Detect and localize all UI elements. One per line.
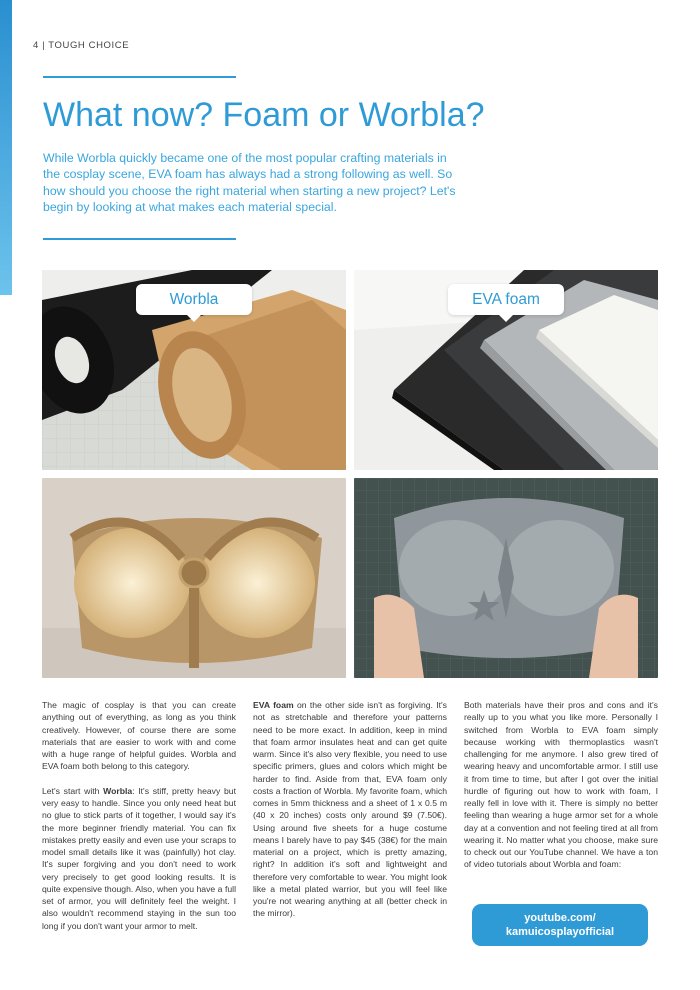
top-divider — [43, 76, 236, 78]
worbla-label-bubble: Worbla — [136, 284, 252, 315]
eva-foam-armor-photo — [354, 478, 658, 678]
page-number: 4 — [33, 40, 39, 51]
column1-paragraph1: The magic of cosplay is that you can create anything out of everything, as long as you think creatively. However, of course there are some materials that are easier to work with and come with a huge range of helpful guides. Worbla and EVA foam both belong to this category. — [42, 700, 236, 772]
youtube-channel-button[interactable] — [472, 904, 648, 946]
worbla-bold-term: Worbla — [103, 785, 133, 796]
page-title: What now? Foam or Worbla? — [43, 96, 485, 134]
eva-foam-sheets-photo — [354, 270, 658, 470]
worbla-rolls-photo — [42, 270, 346, 470]
eva-foam-bold-term: EVA foam — [253, 700, 294, 710]
paragraph-lead-in: Let's start with — [42, 785, 104, 796]
column3-paragraph: Both materials have their pros and cons and it's really up to you what you like more. Personally I switched from Worbla to EVA foam simply because working with thermoplastics wasn't challenging for me anymore. I also grew tired of wearing heavy and uncomfortable armor. I still use it from time to time, but after I got over the initial hurdle of figuring out how to work with foam, I really fell in love with it. There is simply no better feeling than wearing a huge armor set for a whole day at a convention and not feeling tired at all from wearing it. No matter what you choose, make sure to check out our YouTube channel. We have a ton of video tutorials about Worbla and foam: — [464, 700, 658, 870]
paragraph-body: : It's stiff, pretty heavy but very easy to handle. Since you only need heat but no glue to stick parts of it together, I would say it's the more beginner friendly material. You can fix mistakes pretty easily and even use your scraps to model small details like it was (painfully) hot clay. It's super forgiving and you don't need to work very precisely to get good looking results. It is quite expensive though. Also, when you have a full set of armor, you will definitely feel the weight. I also wouldn't recommend staying in the sun too long if you don't want your armor to melt. — [42, 785, 236, 931]
side-accent-stripe — [0, 0, 12, 295]
worbla-armor-photo — [42, 478, 346, 678]
bottom-divider — [43, 238, 236, 240]
intro-paragraph: While Worbla quickly became one of the most popular crafting materials in the cosplay scene, EVA foam has always had a strong following as well. So how should you choose the right material when starting a new project? Let's begin by looking at what makes each material special. — [43, 151, 456, 215]
text-column-3 — [464, 699, 658, 883]
text-column-2 — [253, 699, 447, 932]
youtube-url-line2: kamuicosplayofficial — [505, 926, 615, 938]
column1-paragraph2 — [42, 785, 236, 932]
text-column-1 — [42, 699, 236, 944]
youtube-url-line1: youtube.com/ — [524, 912, 596, 924]
eva-foam-label-bubble: EVA foam — [448, 284, 564, 315]
running-header: 4 | TOUGH CHOICE — [33, 40, 130, 51]
column2-paragraph — [253, 699, 447, 920]
paragraph-body: on the other side isn't as forgiving. It's not as stretchable and therefore your patterns need to be more exact. In addition, keep in mind that foam armor insulates heat and can get quite warm. Since it's also very flexible, you need to use specific primers, glues and colors which might be harder to find. Aside from that, EVA foam only costs a fraction of Worbla. My favorite foam, which comes in 5mm thickness and a sheet of 1 x 0.5 m (40 x 20 inches) costs only around $9 (7.50€). Using around five sheets for a huge costume means I barely have to pay $45 (38€) for the main material on a project, which is pretty amazing, right? In addition it's soft and lightweight and therefore very comfortable to wear. You might look like a metal plated warrior, but you will feel like you're not wearing anything at all (better check in the mirror). — [253, 700, 447, 919]
section-name: TOUGH CHOICE — [48, 40, 130, 51]
